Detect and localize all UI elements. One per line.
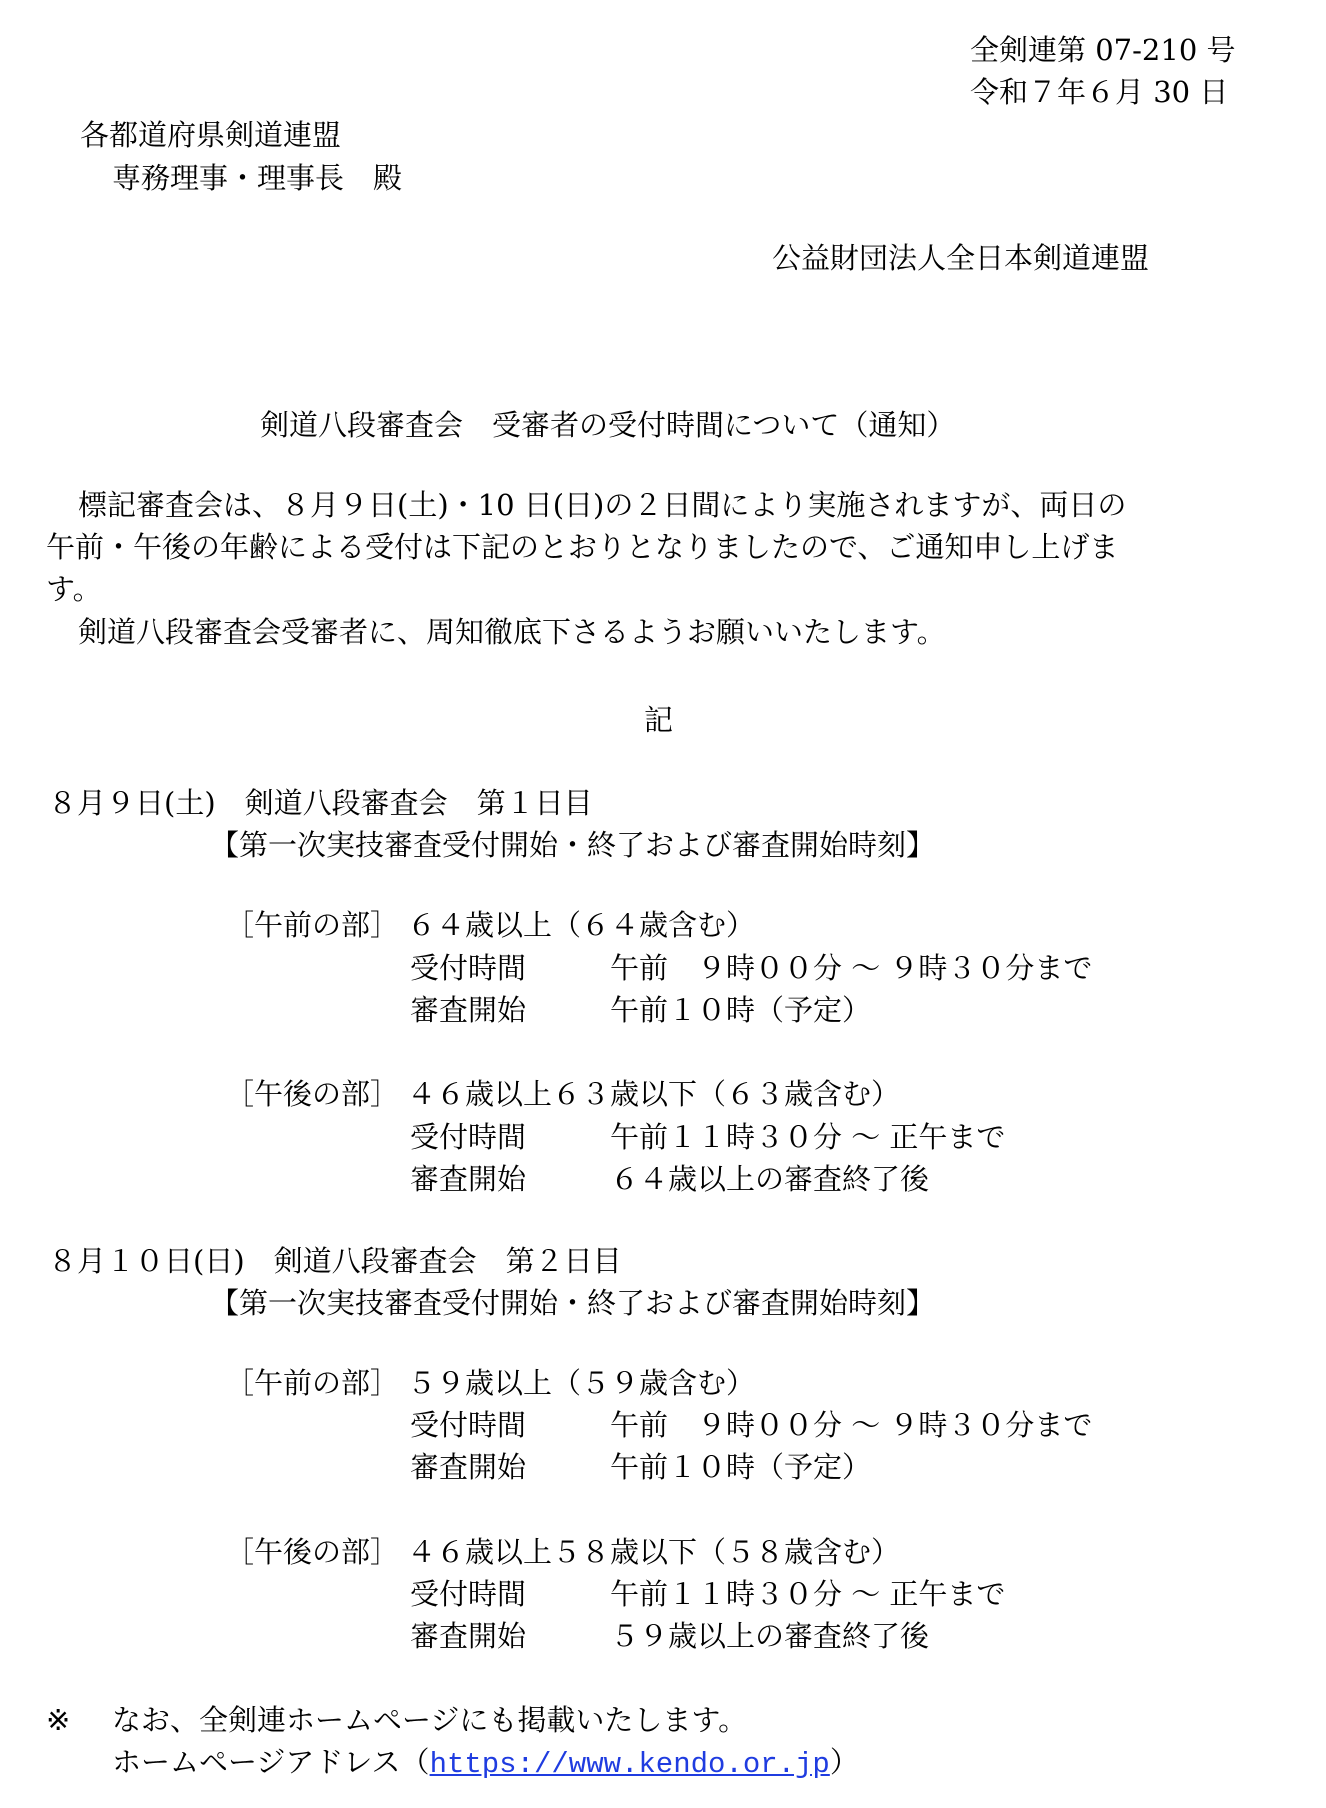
day-2-afternoon-label: ［午後の部］ [225,1535,400,1569]
day-1-afternoon-age: ４６歳以上６３歳以下（６３歳含む） [407,1077,901,1111]
recipient-organization: 各都道府県剣道連盟 [80,118,342,152]
day-1-afternoon-label: ［午後の部］ [225,1077,400,1111]
day-1-afternoon-reception-value: 午前１１時３０分 ～ 正午まで [610,1120,1006,1154]
document-number: 全剣連第 07-210 号 [970,33,1236,67]
day-2-morning-start-value: 午前１０時（予定） [610,1450,872,1484]
document-title: 剣道八段審査会 受審者の受付時間について（通知） [260,408,956,442]
day-1-heading: ８月９日(土) 剣道八段審査会 第１日目 [48,786,593,820]
day-2-morning-reception-label: 受付時間 [410,1408,527,1442]
day-2-morning-age: ５９歳以上（５９歳含む） [407,1366,756,1400]
day-1-subheading: 【第一次実技審査受付開始・終了および審査開始時刻】 [210,828,936,862]
note-mark: ※ [46,1703,71,1737]
sender-name: 公益財団法人全日本剣道連盟 [772,241,1150,275]
day-1-afternoon-start-value: ６４歳以上の審査終了後 [610,1162,930,1196]
day-1-morning-label: ［午前の部］ [225,908,400,942]
body-paragraph-1-line-2: 午前・午後の年齢による受付は下記のとおりとなりましたので、ご通知申し上げま [46,530,1119,564]
ki-heading: 記 [644,703,674,737]
day-1-morning-age: ６４歳以上（６４歳含む） [407,908,756,942]
document-date: 令和７年６月 30 日 [970,75,1229,109]
note-line-2 [112,1742,859,1785]
day-2-afternoon-start-label: 審査開始 [410,1619,527,1653]
day-1-afternoon-start-label: 審査開始 [410,1162,527,1196]
note-url-prefix: ホームページアドレス（ [112,1745,430,1779]
body-paragraph-2: 剣道八段審査会受審者に、周知徹底下さるようお願いいたします。 [78,615,946,649]
day-2-morning-label: ［午前の部］ [225,1366,400,1400]
homepage-link[interactable]: https://www.kendo.or.jp [429,1748,830,1781]
body-paragraph-1-line-3: す。 [46,572,102,606]
note-line-1: なお、全剣連ホームページにも掲載いたします。 [112,1703,748,1737]
recipient-title: 専務理事・理事長 殿 [112,161,403,195]
day-1-morning-start-value: 午前１０時（予定） [610,993,872,1027]
day-2-morning-reception-value: 午前 ９時００分 ～ ９時３０分まで [610,1408,1093,1442]
day-2-afternoon-reception-label: 受付時間 [410,1577,527,1611]
day-2-afternoon-age: ４６歳以上５８歳以下（５８歳含む） [407,1535,901,1569]
note-url-suffix: ） [829,1745,859,1779]
day-2-morning-start-label: 審査開始 [410,1450,527,1484]
day-2-subheading: 【第一次実技審査受付開始・終了および審査開始時刻】 [210,1286,936,1320]
day-1-morning-start-label: 審査開始 [410,993,527,1027]
day-2-afternoon-reception-value: 午前１１時３０分 ～ 正午まで [610,1577,1006,1611]
day-2-heading: ８月１０日(日) 剣道八段審査会 第２日目 [48,1244,622,1278]
body-paragraph-1-line-1: 標記審査会は、８月９日(土)・10 日(日)の２日間により実施されますが、両日の [78,488,1127,522]
day-1-morning-reception-label: 受付時間 [410,951,527,985]
day-1-afternoon-reception-label: 受付時間 [410,1120,527,1154]
day-1-morning-reception-value: 午前 ９時００分 ～ ９時３０分まで [610,951,1093,985]
day-2-afternoon-start-value: ５９歳以上の審査終了後 [610,1619,930,1653]
